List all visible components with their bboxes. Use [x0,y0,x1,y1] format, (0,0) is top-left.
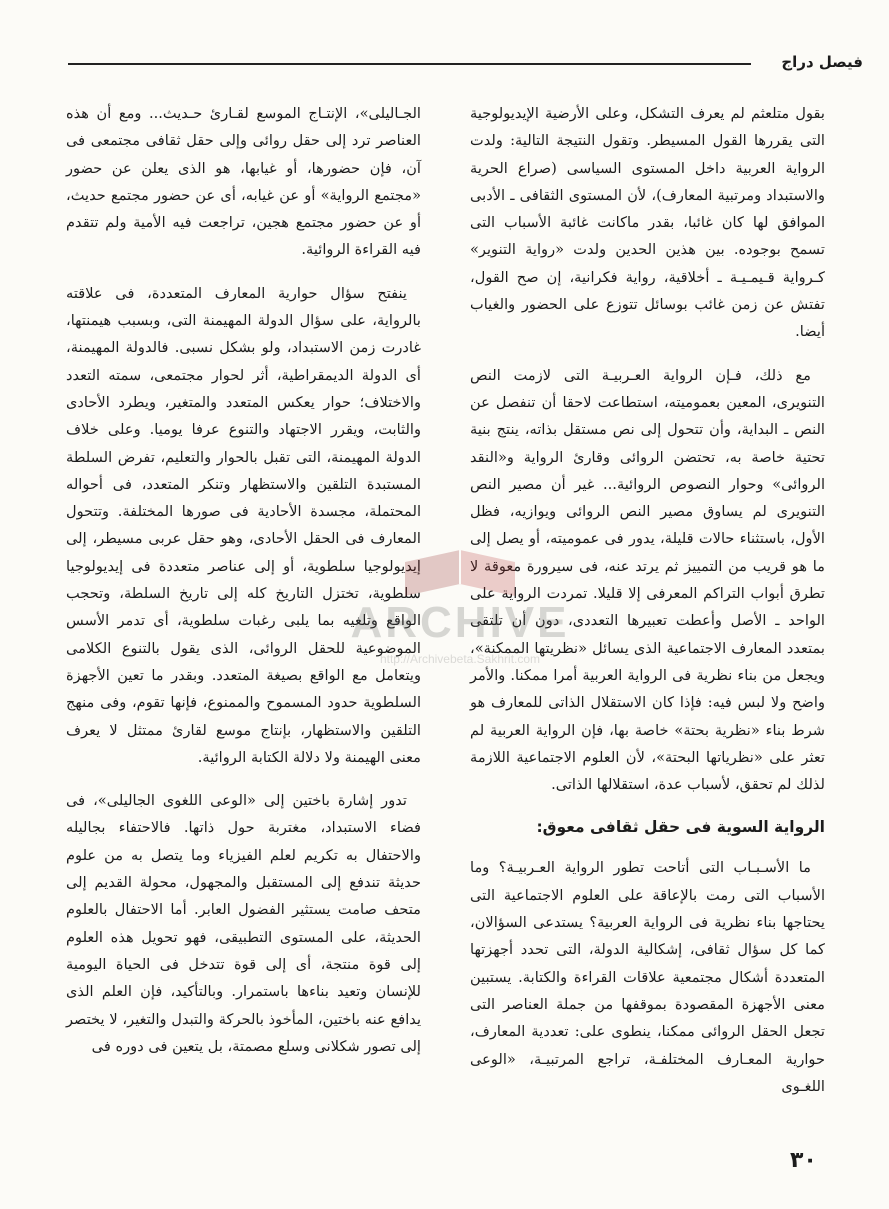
section-heading: الرواية السوية فى حقل ثقافى معوق: [536,818,825,837]
paragraph: بقول متلعثم لم يعرف التشكل، وعلى الأرضية الإيديولوجية التى يقررها القول المسيطر. وتقول النتيجة التالية: ولدت الرواية العربية داخل المستوى السياسى (صراع الحرية والاستبداد ومرتبية المعارف)، لأن المستوى الثقافى ـ الأدبى الموافق لها كان غائبا، بقدر ماكانت غائبة الأسباب التى تسمح بوجوده. بين هذين الحدين ولدت «رواية التنوير» كـرواية قـيمـيـة ـ أخلاقية، رواية فكرانية، إن صح القول، تفتش عن زمن غائب بوسائل تتوزع على الحضور والغياب أيضا. [470,105,825,341]
running-head-author: فيصل دراج [781,53,863,71]
watermark-url: http://Archivebeta.Sakhrit.com [379,652,541,666]
page-header [68,52,863,78]
paragraph: مع ذلك، فـإن الرواية العـربيـة التى لازمت النص التنويرى، المعين بعموميته، استطاعت لاحقا أن تنفصل عن النص ـ البداية، وأن تتحول إلى نص مستقل بذاته، ينتج بنية تحتية خاصة به، تحتضن الروائى وقارئ الرواية و«النقد الروائى» وحوار النصوص الروائية... غير أن مصير النص التنويرى لم يساوق مصير النص الروائى ويوازيه، فظل الأول، باستثناء حالات قليلة، يدور فى عموميته، أو يصل إلى ما هو قريب من التمييز ثم يرتد عنه، فى سيرورة معوقة لا تطرق أبواب التراكم المعرفى إلا قليلا. تمردت الرواية على الواحد ـ الأصل وأعطت تعبيرها التعددى، دون أن تلتقى بمتعدد المعارف الاجتماعية الذى يسائل «نظريتها الممكنة»، ويجعل من بناء نظرية فى الرواية العربية أمرا ممكنا. والأمر واضح ولا لبس فيه: فإذا كان الاستقلال الذاتى للمعارف هو شرط بناء «نظرية بحتة» خاصة بها، فإن الرواية العربية لم تعثر على «نظرياتها البحتة»، لأن العلوم الاجتماعية اللازمة لذلك لم تحقق، لأسباب عدة، استقلالها الذاتى. [470,366,825,794]
paragraph: تدور إشارة باختين إلى «الوعى اللغوى الجاليلى»، فى فضاء الاستبداد، مغتربة حول ذاتها. فالاحتفاء بجاليله والاحتفال به تكريم لعلم الفيزياء وما يتصل به من علوم حديثة تندفع إلى المستقبل والمجهول، محولة القديم إلى متحف صامت يستثير الفضول العابر. أما الاحتفال بالعلوم الحديثة، على المستوى التطبيقى، فهو تحويل هذه العلوم إلى قوة منتجة، أى إلى قوة تتدخل فى الحياة اليومية للإنسان وتعيد بناءها باستمرار. وبالتأكيد، فإن العلم الذى يدافع عنه باختين، المأخوذ بالحركة والتبدل والتغير، لا يختصر إلى تصور شكلانى وسلع مصمتة، بل يتعين فى دوره فى [66,792,421,1055]
page-number: ٣٠ [790,1148,817,1173]
paragraph: الجـاليلى»، الإنتـاج الموسع لقـارئ حـديث... ومع أن هذه العناصر ترد إلى حقل روائى وإلى حقل ثقافى مجتمعى فى آن، فإن حضورها، أو غيابها، هو الذى يعلن عن حضور «مجتمع الرواية» أو عن غيابه، أى عن حضور مجتمع حديث، أو عن حضور مجتمع هجين، تراجعت فيه الأمية ولم تتقدم فيه القراءة الروائية. [66,105,421,259]
left-column [66,100,421,1076]
watermark-text: ARCHIVE [350,598,570,647]
header-rule [68,63,751,65]
paragraph: ينفتح سؤال حوارية المعارف المتعددة، فى علاقته بالرواية، على سؤال الدولة المهيمنة التى، وبسبب هيمنتها، غادرت زمن الاستبداد، ولو بشكل نسبى. فالدولة المهيمنة، أى الدولة الديمقراطية، أثر لحوار مجتمعى، سمته التعدد والاختلاف؛ حوار يعكس المتعدد والمتغير، ويطرد الأحادى والثابت، ويقرر الاجتهاد والتنوع عرفا يوميا. وعلى خلاف الدولة المهيمنة، التى تقبل بالحوار والتعليم، تفرض السلطة المستبدة التلقين والاستظهار وتنكر المتعدد، فى أحواله المحتملة، مجسدة الأحادية فى صورها المختلفة. وتتحول المعارف فى الحقل الأحادى، وهو حقل عربى مسيطر، إلى إيديولوجيا سلطوية، أو إلى عناصر متعددة فى إيديولوجيا سلطوية، تختزل التاريخ كله إلى تاريخ السلطة، وتحجب الواقع وتلغيه بما يلبى رغبات سلطوية، أى تدمر الأسس الموضوعية للحقل الروائى، الذى يقول بالتنوع الكلامى ويتعامل مع الواقع بصيغة المتعدد. وبقدر ما تعين الأجهزة السلطوية حدود المسموح والممنوع، فإنها تقوم، وفى منهج التلقين والاستظهار، بإنتاج موسع لقارئ ممتثل لا يعرف معنى الهيمنة ولا دلالة الكتابة الروائية. [66,284,421,766]
right-column [470,100,825,1116]
paragraph: ما الأسـبـاب التى أتاحت تطور الرواية العـربيـة؟ وما الأسباب التى رمت بالإعاقة على العلوم الاجتماعية التى يحتاجها بناء نظرية فى الرواية العربية؟ يستدعى السؤالان، كما كل سؤال ثقافى، إشكالية الدولة، التى تحدد أجهزتها المتعددة أشكال مجتمعية علاقات القراءة والكتابة. يستبين معنى الأجهزة المقصودة بموقفها من جملة العناصر التى تجعل الحقل الروائى ممكنا، ينطوى على: تعددية المعارف، حوارية المعـارف المختلفـة، تراجع المرتبيـة، «الوعى اللغـوى [470,859,825,1095]
